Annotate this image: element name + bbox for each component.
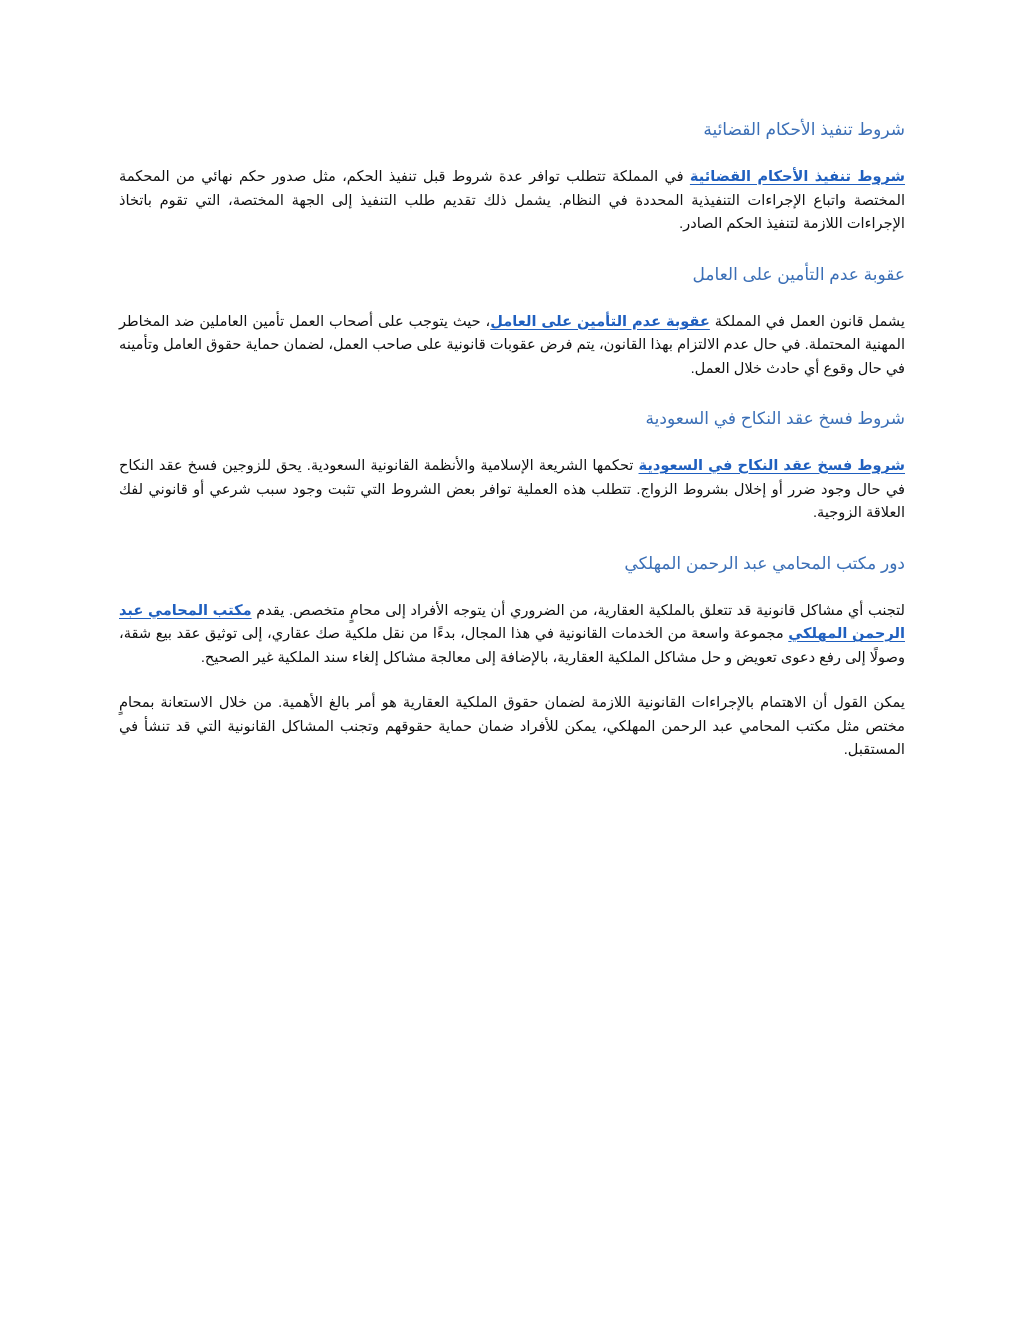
section-marriage-annulment xyxy=(119,407,905,526)
section-law-office-role xyxy=(119,552,905,763)
section-paragraph xyxy=(119,600,905,671)
paragraph-text: في المملكة تتطلب توافر عدة شروط قبل تنفيذ الحكم، مثل صدور حكم نهائي من المحكمة المختصة واتباع الإجراءات التنفيذية المحددة في النظام. يشمل ذلك تقديم طلب التنفيذ إلى الجهة المختصة، التي تقوم باتخاذ الإجراءات اللازمة لتنفيذ الحكم الصادر. xyxy=(119,169,905,232)
law-office-link[interactable]: مكتب المحامي عبد الرحمن المهلكي xyxy=(119,602,905,642)
paragraph-text: تحكمها الشريعة الإسلامية والأنظمة القانونية السعودية. يحق للزوجين فسخ عقد النكاح في حال وجود ضرر أو إخلال بشروط الزواج. تتطلب هذه العملية توافر بعض الشروط التي تثبت وجود سبب شرعي أو قانوني لفك العلاقة الزوجية. xyxy=(119,458,905,521)
paragraph-text: مجموعة واسعة من الخدمات القانونية في هذا المجال، بدءًا من نقل ملكية صك عقاري، إلى توثيق عقد بيع شقة، وصولًا إلى رفع دعوى تعويض و حل مشاكل الملكية العقارية، بالإضافة إلى معالجة مشاكل إلغاء سند الملكية غير الصحيح. xyxy=(119,626,905,666)
section-heading: شروط فسخ عقد النكاح في السعودية xyxy=(645,409,905,428)
document-content xyxy=(119,112,905,763)
section-paragraph xyxy=(119,311,905,382)
marriage-annulment-link[interactable]: شروط فسخ عقد النكاح في السعودية xyxy=(638,458,905,474)
paragraph-text-before: يشمل قانون العمل في المملكة xyxy=(709,313,905,330)
section-heading: عقوبة عدم التأمين على العامل xyxy=(692,264,905,284)
court-judgments-link[interactable]: شروط تنفيذ الأحكام القضائية xyxy=(689,169,905,185)
worker-insurance-link[interactable]: عقوبة عدم التأمين على العامل xyxy=(490,313,710,330)
section-paragraph xyxy=(119,166,905,237)
section-paragraph xyxy=(119,455,905,526)
section-heading: دور مكتب المحامي عبد الرحمن المهلكي xyxy=(624,553,905,573)
closing-paragraph: يمكن القول أن الاهتمام بالإجراءات القانونية اللازمة لضمان حقوق الملكية العقارية هو أمر بالغ الأهمية. من خلال الاستعانة بمحامٍ مختص مثل مكتب المحامي عبد الرحمن المهلكي، يمكن للأفراد ضمان حماية حقوقهم وتجنب المشاكل القانونية التي قد تنشأ في المستقبل. xyxy=(119,695,905,758)
section-heading: شروط تنفيذ الأحكام القضائية xyxy=(703,120,905,139)
paragraph-text: ، حيث يتوجب على أصحاب العمل تأمين العاملين ضد المخاطر المهنية المحتملة. في حال عدم الالتزام بهذا القانون، يتم فرض عقوبات قانونية على صاحب العمل، لضمان حماية حقوق العامل وتأمينه في حال وقوع أي حادث خلال العمل. xyxy=(119,313,905,377)
section-worker-insurance xyxy=(119,263,905,382)
section-court-judgments xyxy=(119,118,905,237)
paragraph-text-before: لتجنب أي مشاكل قانونية قد تتعلق بالملكية العقارية، من الضروري أن يتوجه الأفراد إلى محامٍ متخصص. يقدم xyxy=(251,602,905,619)
